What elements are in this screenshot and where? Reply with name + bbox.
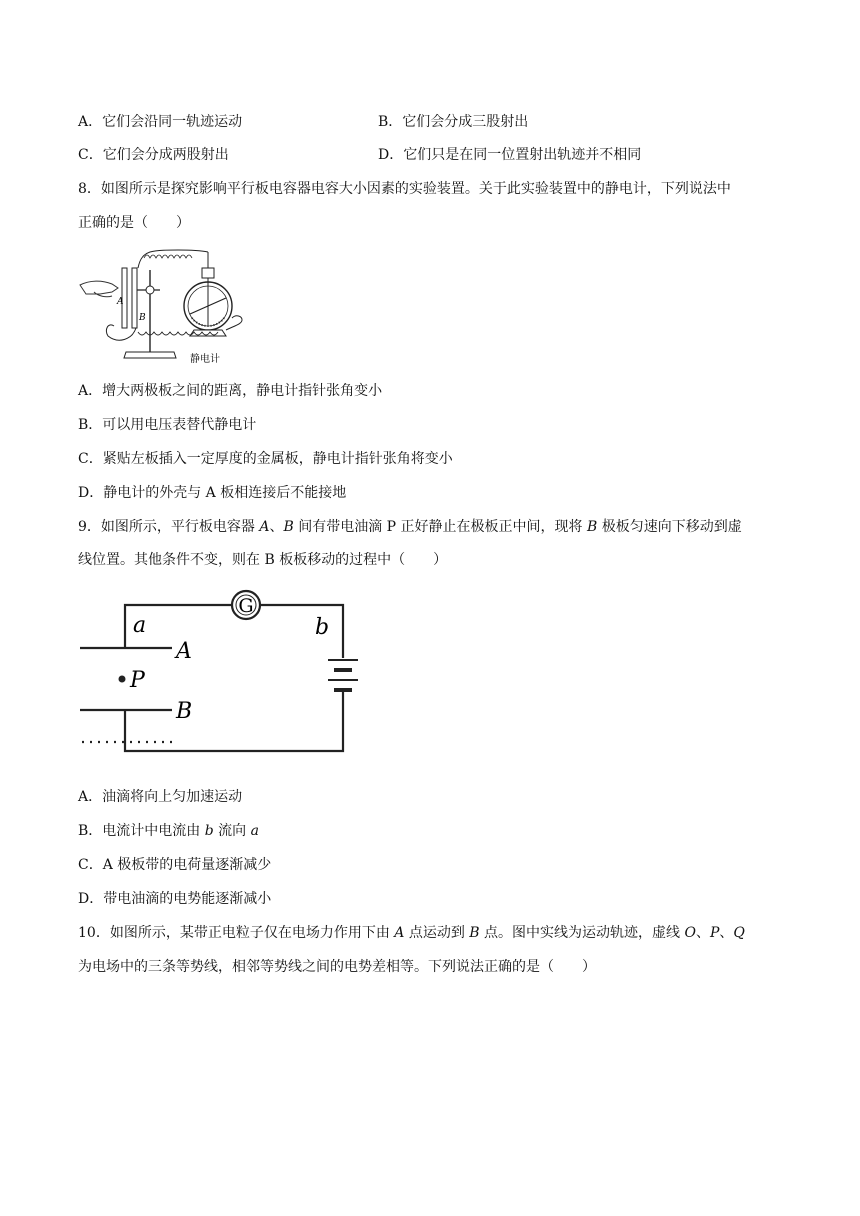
q8-stem-line2: 正确的是（ ） — [78, 215, 190, 231]
label-p: P — [130, 668, 145, 693]
q10-stem-var-b: B — [469, 925, 480, 941]
q9-option-b-var-b: b — [204, 823, 214, 839]
q10-stem-text-2: 点运动到 — [404, 925, 470, 941]
galvanometer-label: G — [238, 595, 254, 617]
q8-stem-line1: 8．如图所示是探究影响平行板电容器电容大小因素的实验装置。关于此实验装置中的静电计，下列说法中 — [78, 181, 731, 197]
wire-top-right — [260, 605, 343, 658]
label-b: b — [315, 615, 330, 640]
label-plate-a: A — [176, 639, 192, 664]
q9-stem-sep: 、 — [269, 519, 284, 535]
q9-option-b-text-1: B．电流计中电流由 — [78, 823, 205, 839]
q9-stem-var-b: B — [283, 519, 294, 535]
q9-stem-var-b2: B — [587, 519, 598, 535]
q10-stem-sep-1: 、 — [695, 925, 710, 941]
q10-stem-text-1: 10．如图所示，某带正电粒子仅在电场力作用下由 — [78, 925, 395, 941]
q8-option-d: D．静电计的外壳与 A 板相连接后不能接地 — [78, 485, 347, 501]
wire-bottom — [125, 692, 343, 751]
q9-option-a: A．油滴将向上匀加速运动 — [78, 789, 243, 805]
q9-option-b-var-a: a — [250, 823, 259, 839]
q9-option-b — [78, 821, 259, 841]
q9-stem-line2: 线位置。其他条件不变，则在 B 板板移动的过程中（ ） — [78, 552, 448, 568]
electrometer-apparatus-figure — [78, 240, 248, 370]
q10-stem-var-o: O — [684, 925, 696, 941]
stand-base — [124, 352, 176, 358]
q10-stem-var-a: A — [394, 925, 405, 941]
electrometer-caption: 静电计 — [190, 354, 220, 365]
plate-b — [132, 268, 137, 328]
q7-option-b: B．它们会分成三股射出 — [378, 114, 529, 130]
q9-stem-text-2: 间有带电油滴 P 正好静止在极板正中间，现将 — [293, 519, 588, 535]
q10-stem-sep-2: 、 — [719, 925, 734, 941]
q9-stem-line1 — [78, 517, 742, 537]
q9-option-c: C．A 极板带的电荷量逐渐减少 — [78, 857, 272, 873]
q8-option-a: A．增大两极板之间的距离，静电计指针张角变小 — [78, 383, 383, 399]
label-plate-b: B — [139, 313, 146, 323]
q10-stem-var-q: Q — [733, 925, 745, 941]
q10-stem-line1 — [78, 923, 745, 943]
q8-option-b: B．可以用电压表替代静电计 — [78, 417, 257, 433]
q8-option-c: C．紧贴左板插入一定厚度的金属板，静电计指针张角将变小 — [78, 451, 453, 467]
capacitor-circuit-figure — [78, 588, 368, 758]
connecting-wire — [138, 250, 208, 268]
q10-stem-line2: 为电场中的三条等势线，相邻等势线之间的电势差相等。下列说法正确的是（ ） — [78, 959, 596, 975]
oil-drop — [119, 676, 126, 683]
q10-stem-text-3: 点。图中实线为运动轨迹，虚线 — [479, 925, 685, 941]
q9-option-b-text-2: 流向 — [213, 823, 251, 839]
q7-option-a: A．它们会沿同一轨迹运动 — [78, 114, 243, 130]
q9-option-d: D．带电油滴的电势能逐渐减小 — [78, 891, 272, 907]
label-plate-b: B — [176, 699, 193, 724]
hand-illustration — [80, 281, 118, 294]
q7-option-c: C．它们会分成两股射出 — [78, 147, 229, 163]
q9-stem-var-a: A — [259, 519, 270, 535]
q7-option-d: D．它们只是在同一位置射出轨迹并不相同 — [378, 147, 642, 163]
q9-stem-text-3: 极板匀速向下移动到虚 — [597, 519, 742, 535]
q9-stem-text-1: 9．如图所示，平行板电容器 — [78, 519, 260, 535]
label-plate-a: A — [117, 297, 124, 307]
q10-stem-var-p: P — [709, 925, 720, 941]
label-a: a — [133, 613, 147, 638]
